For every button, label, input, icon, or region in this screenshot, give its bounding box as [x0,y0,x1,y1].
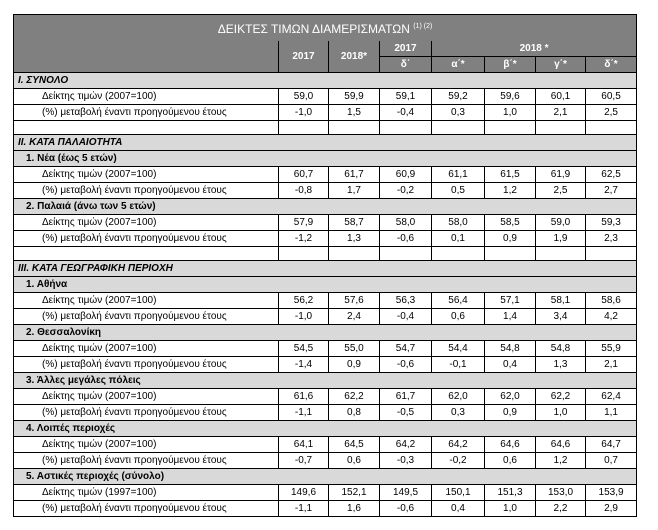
spacer-cell [279,247,329,261]
subgroup-header-row [14,373,637,389]
value-cell: 0,4 [432,501,485,517]
section-header-row [14,73,637,89]
header-year-2018: 2018* [329,41,380,73]
value-cell: 0,6 [329,453,380,469]
value-cell: 1,3 [536,357,586,373]
value-cell: 61,1 [432,167,485,183]
value-cell: 57,6 [329,293,380,309]
value-cell: 1,6 [329,501,380,517]
header-2018-q3: γ΄* [536,57,586,73]
spacer-row [14,121,637,135]
table-title: ΔΕΙΚΤΕΣ ΤΙΜΩΝ ΔΙΑΜΕΡΙΣΜΑΤΩΝ $^{(1) (2)}$ [14,15,637,42]
spacer-cell [432,247,485,261]
value-cell: 64,2 [380,437,432,453]
value-cell: -0,2 [380,183,432,199]
row-label: (%) μεταβολή έναντι προηγούμενου έτους [14,453,279,469]
value-cell: 59,0 [536,215,586,231]
subgroup-label: 4. Λοιπές περιοχές [14,421,637,437]
value-cell: -0,1 [432,357,485,373]
value-cell: 60,1 [536,89,586,105]
value-cell: 2,5 [586,105,637,121]
subgroup-header-row [14,277,637,293]
value-cell: 0,9 [485,231,536,247]
table-row [14,437,637,453]
value-cell: 2,2 [536,501,586,517]
value-cell: 64,5 [329,437,380,453]
spacer-cell [380,121,432,135]
value-cell: 59,6 [485,89,536,105]
value-cell: 4,2 [586,309,637,325]
value-cell: 62,2 [329,389,380,405]
value-cell: -0,5 [380,405,432,421]
value-cell: 2,4 [329,309,380,325]
value-cell: 0,7 [586,453,637,469]
header-row-1 [14,41,637,57]
price-index-table-container [13,14,636,517]
table-row [14,453,637,469]
value-cell: 60,9 [380,167,432,183]
row-label: Δείκτης τιμών (2007=100) [14,89,279,105]
value-cell: 2,1 [536,105,586,121]
value-cell: 2,7 [586,183,637,199]
value-cell: 58,5 [485,215,536,231]
table-row [14,105,637,121]
value-cell: 153,9 [586,485,637,501]
section-label: III. ΚΑΤΑ ΓΕΩΓΡΑΦΙΚΗ ΠΕΡΙΟΧΗ [14,261,637,277]
value-cell: 55,0 [329,341,380,357]
value-cell: 60,5 [586,89,637,105]
value-cell: 59,3 [586,215,637,231]
value-cell: -1,1 [279,405,329,421]
subgroup-header-row [14,421,637,437]
header-2018-q2: β΄* [485,57,536,73]
spacer-cell [485,121,536,135]
header-2017-quarter-year: 2017 [380,41,432,57]
value-cell: 1,2 [536,453,586,469]
subgroup-header-row [14,469,637,485]
spacer-cell [14,121,279,135]
value-cell: 58,0 [380,215,432,231]
value-cell: 59,1 [380,89,432,105]
section-header-row [14,261,637,277]
value-cell: 150,1 [432,485,485,501]
value-cell: 54,5 [279,341,329,357]
row-label: (%) μεταβολή έναντι προηγούμενου έτους [14,309,279,325]
subgroup-label: 3. Άλλες μεγάλες πόλεις [14,373,637,389]
value-cell: -0,4 [380,105,432,121]
row-label: (%) μεταβολή έναντι προηγούμενου έτους [14,183,279,199]
value-cell: 1,7 [329,183,380,199]
table-row [14,215,637,231]
value-cell: 0,8 [329,405,380,421]
row-label: Δείκτης τιμών (2007=100) [14,167,279,183]
spacer-cell [380,247,432,261]
value-cell: 1,0 [485,501,536,517]
row-label: Δείκτης τιμών (2007=100) [14,389,279,405]
row-label: Δείκτης τιμών (2007=100) [14,437,279,453]
row-label: Δείκτης τιμών (2007=100) [14,215,279,231]
value-cell: 56,2 [279,293,329,309]
subgroup-header-row [14,199,637,215]
value-cell: 58,1 [536,293,586,309]
row-label: (%) μεταβολή έναντι προηγούμενου έτους [14,405,279,421]
table-row [14,501,637,517]
table-row [14,183,637,199]
value-cell: 60,7 [279,167,329,183]
value-cell: 58,6 [586,293,637,309]
spacer-cell [329,121,380,135]
value-cell: 61,7 [380,389,432,405]
value-cell: -0,3 [380,453,432,469]
row-label: Δείκτης τιμών (1997=100) [14,485,279,501]
value-cell: 54,8 [485,341,536,357]
table-row [14,357,637,373]
subgroup-label: 2. Θεσσαλονίκη [14,325,637,341]
subgroup-header-row [14,325,637,341]
table-row [14,293,637,309]
value-cell: 2,3 [586,231,637,247]
subgroup-label: 1. Αθήνα [14,277,637,293]
row-label: (%) μεταβολή έναντι προηγούμενου έτους [14,357,279,373]
row-label: Δείκτης τιμών (2007=100) [14,341,279,357]
header-2018-quarters-year: 2018 * [432,41,637,57]
title-footnote-marks: (1) (2) [413,23,433,30]
value-cell: 149,5 [380,485,432,501]
value-cell: 1,9 [536,231,586,247]
spacer-cell [279,121,329,135]
header-year-2017: 2017 [279,41,329,73]
spacer-cell [329,247,380,261]
spacer-cell [432,121,485,135]
value-cell: 1,0 [536,405,586,421]
price-index-table [13,14,637,517]
value-cell: -0,4 [380,309,432,325]
value-cell: 0,3 [432,405,485,421]
value-cell: 62,5 [586,167,637,183]
value-cell: 2,1 [586,357,637,373]
value-cell: -1,1 [279,501,329,517]
value-cell: 59,0 [279,89,329,105]
value-cell: -0,8 [279,183,329,199]
value-cell: 0,5 [432,183,485,199]
value-cell: 0,9 [329,357,380,373]
value-cell: 2,5 [536,183,586,199]
value-cell: 54,7 [380,341,432,357]
table-row [14,405,637,421]
header-blank-cell [14,41,279,73]
table-row [14,341,637,357]
value-cell: 64,2 [432,437,485,453]
value-cell: -1,0 [279,309,329,325]
value-cell: 54,8 [536,341,586,357]
value-cell: 57,9 [279,215,329,231]
value-cell: 1,3 [329,231,380,247]
row-label: (%) μεταβολή έναντι προηγούμενου έτους [14,231,279,247]
value-cell: 1,2 [485,183,536,199]
value-cell: -0,6 [380,501,432,517]
spacer-cell [586,247,637,261]
header-2018-q1: α΄* [432,57,485,73]
value-cell: 149,6 [279,485,329,501]
value-cell: 3,4 [536,309,586,325]
value-cell: 62,0 [485,389,536,405]
subgroup-label: 2. Παλαιά (άνω των 5 ετών) [14,199,637,215]
value-cell: 153,0 [536,485,586,501]
value-cell: 2,9 [586,501,637,517]
value-cell: 64,6 [485,437,536,453]
value-cell: 64,6 [536,437,586,453]
spacer-cell [536,247,586,261]
value-cell: -1,4 [279,357,329,373]
value-cell: -0,7 [279,453,329,469]
value-cell: 1,1 [586,405,637,421]
value-cell: 0,9 [485,405,536,421]
value-cell: 1,4 [485,309,536,325]
value-cell: 61,5 [485,167,536,183]
value-cell: 0,1 [432,231,485,247]
value-cell: 152,1 [329,485,380,501]
spacer-cell [586,121,637,135]
value-cell: 0,6 [485,453,536,469]
value-cell: 61,6 [279,389,329,405]
value-cell: 64,7 [586,437,637,453]
value-cell: 59,2 [432,89,485,105]
value-cell: 151,3 [485,485,536,501]
value-cell: 1,5 [329,105,380,121]
value-cell: 56,4 [432,293,485,309]
value-cell: 0,3 [432,105,485,121]
section-label: II. ΚΑΤΑ ΠΑΛΑΙΟΤΗΤΑ [14,135,637,151]
header-2018-q4: δ΄* [586,57,637,73]
table-row [14,389,637,405]
value-cell: -0,6 [380,357,432,373]
spacer-row [14,247,637,261]
value-cell: 1,0 [485,105,536,121]
table-row [14,485,637,501]
table-row [14,167,637,183]
spacer-cell [536,121,586,135]
table-row [14,231,637,247]
value-cell: -1,0 [279,105,329,121]
row-label: (%) μεταβολή έναντι προηγούμενου έτους [14,501,279,517]
section-header-row [14,135,637,151]
spacer-cell [14,247,279,261]
value-cell: 62,0 [432,389,485,405]
value-cell: -0,2 [432,453,485,469]
value-cell: 58,0 [432,215,485,231]
value-cell: 57,1 [485,293,536,309]
value-cell: 54,4 [432,341,485,357]
value-cell: 55,9 [586,341,637,357]
value-cell: 64,1 [279,437,329,453]
subgroup-label: 5. Αστικές περιοχές (σύνολο) [14,469,637,485]
table-row [14,89,637,105]
table-row [14,309,637,325]
subgroup-header-row [14,151,637,167]
value-cell: 62,2 [536,389,586,405]
section-label: I. ΣΥΝΟΛΟ [14,73,637,89]
row-label: Δείκτης τιμών (2007=100) [14,293,279,309]
header-2017-q4: δ΄ [380,57,432,73]
value-cell: 0,6 [432,309,485,325]
row-label: (%) μεταβολή έναντι προηγούμενου έτους [14,105,279,121]
value-cell: 61,9 [536,167,586,183]
value-cell: 56,3 [380,293,432,309]
value-cell: 59,9 [329,89,380,105]
spacer-cell [485,247,536,261]
value-cell: -1,2 [279,231,329,247]
value-cell: 61,7 [329,167,380,183]
table-title-row [14,15,637,42]
value-cell: 0,4 [485,357,536,373]
value-cell: 62,4 [586,389,637,405]
value-cell: 58,7 [329,215,380,231]
subgroup-label: 1. Νέα (έως 5 ετών) [14,151,637,167]
value-cell: -0,6 [380,231,432,247]
